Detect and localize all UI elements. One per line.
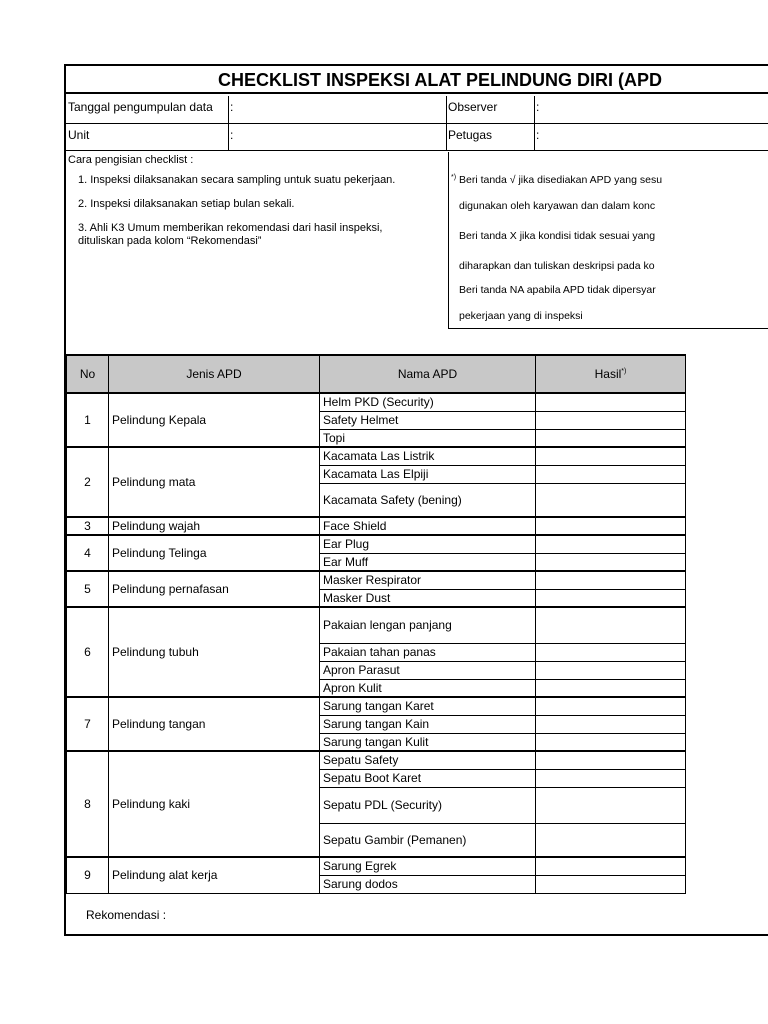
table-row bbox=[67, 517, 686, 535]
nama-apd-cell: Sepatu PDL (Security) bbox=[320, 787, 536, 823]
instruction-item: 2. Inspeksi dilaksanakan setiap bulan sekali. bbox=[78, 198, 295, 210]
apd-table bbox=[66, 354, 686, 894]
nama-apd-cell: Sarung dodos bbox=[320, 875, 536, 893]
divider bbox=[534, 96, 535, 150]
petugas-colon: : bbox=[536, 128, 540, 142]
unit-label: Unit bbox=[68, 128, 90, 142]
table-row bbox=[67, 535, 686, 553]
hasil-cell[interactable] bbox=[536, 393, 686, 411]
jenis-apd-cell: Pelindung tubuh bbox=[109, 607, 320, 697]
nama-apd-cell: Helm PKD (Security) bbox=[320, 393, 536, 411]
unit-colon: : bbox=[230, 128, 234, 142]
observer-label: Observer bbox=[448, 100, 498, 114]
note-line: Beri tanda √ jika disediakan APD yang sesu bbox=[459, 174, 663, 186]
tanggal-colon: : bbox=[230, 100, 234, 114]
divider bbox=[446, 96, 447, 150]
hasil-cell[interactable] bbox=[536, 589, 686, 607]
nama-apd-cell: Topi bbox=[320, 429, 536, 447]
jenis-apd-cell: Pelindung wajah bbox=[109, 517, 320, 535]
tanggal-label: Tanggal pengumpulan data bbox=[68, 100, 213, 114]
row-number: 3 bbox=[67, 517, 109, 535]
hasil-cell[interactable] bbox=[536, 643, 686, 661]
hasil-cell[interactable] bbox=[536, 517, 686, 535]
legend-note bbox=[448, 152, 768, 329]
nama-apd-cell: Pakaian tahan panas bbox=[320, 643, 536, 661]
checklist-sheet bbox=[64, 64, 768, 936]
hasil-cell[interactable] bbox=[536, 483, 686, 517]
table-header-row bbox=[67, 355, 686, 393]
hasil-cell[interactable] bbox=[536, 553, 686, 571]
row-number: 8 bbox=[67, 751, 109, 857]
jenis-apd-cell: Pelindung Telinga bbox=[109, 535, 320, 571]
divider bbox=[228, 96, 229, 150]
row-number: 2 bbox=[67, 447, 109, 517]
hasil-cell[interactable] bbox=[536, 535, 686, 553]
hasil-sup: *) bbox=[621, 368, 627, 375]
note-line: Beri tanda NA apabila APD tidak dipersyar bbox=[459, 284, 656, 296]
hasil-cell[interactable] bbox=[536, 875, 686, 893]
rekomendasi-label: Rekomendasi : bbox=[86, 908, 167, 922]
nama-apd-cell: Masker Respirator bbox=[320, 571, 536, 589]
row-number: 9 bbox=[67, 857, 109, 893]
col-header-nama: Nama APD bbox=[320, 355, 536, 393]
nama-apd-cell: Sarung Egrek bbox=[320, 857, 536, 875]
jenis-apd-cell: Pelindung Kepala bbox=[109, 393, 320, 447]
hasil-cell[interactable] bbox=[536, 429, 686, 447]
row-number: 1 bbox=[67, 393, 109, 447]
table-row bbox=[67, 697, 686, 715]
divider bbox=[66, 123, 768, 124]
table-row bbox=[67, 393, 686, 411]
nama-apd-cell: Apron Parasut bbox=[320, 661, 536, 679]
nama-apd-cell: Sarung tangan Kulit bbox=[320, 733, 536, 751]
table-row bbox=[67, 857, 686, 875]
hasil-cell[interactable] bbox=[536, 733, 686, 751]
nama-apd-cell: Pakaian lengan panjang bbox=[320, 607, 536, 643]
nama-apd-cell: Kacamata Safety (bening) bbox=[320, 483, 536, 517]
col-header-jenis: Jenis APD bbox=[109, 355, 320, 393]
col-header-hasil bbox=[536, 355, 686, 393]
nama-apd-cell: Sarung tangan Kain bbox=[320, 715, 536, 733]
jenis-apd-cell: Pelindung alat kerja bbox=[109, 857, 320, 893]
nama-apd-cell: Kacamata Las Elpiji bbox=[320, 465, 536, 483]
row-number: 4 bbox=[67, 535, 109, 571]
instructions-heading: Cara pengisian checklist : bbox=[68, 154, 194, 166]
col-header-no: No bbox=[67, 355, 109, 393]
nama-apd-cell: Sepatu Boot Karet bbox=[320, 769, 536, 787]
nama-apd-cell: Kacamata Las Listrik bbox=[320, 447, 536, 465]
note-line: Beri tanda X jika kondisi tidak sesuai yang bbox=[459, 230, 656, 242]
table-row bbox=[67, 447, 686, 465]
nama-apd-cell: Face Shield bbox=[320, 517, 536, 535]
hasil-cell[interactable] bbox=[536, 787, 686, 823]
nama-apd-cell: Ear Muff bbox=[320, 553, 536, 571]
note-marker: *) bbox=[451, 174, 457, 181]
nama-apd-cell: Sepatu Safety bbox=[320, 751, 536, 769]
jenis-apd-cell: Pelindung tangan bbox=[109, 697, 320, 751]
divider bbox=[66, 150, 768, 151]
jenis-apd-cell: Pelindung pernafasan bbox=[109, 571, 320, 607]
nama-apd-cell: Sarung tangan Karet bbox=[320, 697, 536, 715]
instruction-item: 1. Inspeksi dilaksanakan secara sampling untuk suatu pekerjaan. bbox=[78, 174, 396, 186]
hasil-cell[interactable] bbox=[536, 823, 686, 857]
note-line: pekerjaan yang di inspeksi bbox=[459, 310, 583, 322]
hasil-cell[interactable] bbox=[536, 571, 686, 589]
hasil-cell[interactable] bbox=[536, 465, 686, 483]
jenis-apd-cell: Pelindung kaki bbox=[109, 751, 320, 857]
hasil-cell[interactable] bbox=[536, 411, 686, 429]
table-row bbox=[67, 607, 686, 643]
nama-apd-cell: Masker Dust bbox=[320, 589, 536, 607]
page-title: CHECKLIST INSPEKSI ALAT PELINDUNG DIRI (APD bbox=[66, 66, 768, 94]
nama-apd-cell: Sepatu Gambir (Pemanen) bbox=[320, 823, 536, 857]
hasil-cell[interactable] bbox=[536, 769, 686, 787]
hasil-cell[interactable] bbox=[536, 715, 686, 733]
nama-apd-cell: Ear Plug bbox=[320, 535, 536, 553]
row-number: 6 bbox=[67, 607, 109, 697]
hasil-cell[interactable] bbox=[536, 697, 686, 715]
petugas-label: Petugas bbox=[448, 128, 493, 142]
nama-apd-cell: Safety Helmet bbox=[320, 411, 536, 429]
hasil-cell[interactable] bbox=[536, 661, 686, 679]
row-number: 7 bbox=[67, 697, 109, 751]
hasil-cell[interactable] bbox=[536, 857, 686, 875]
note-line: diharapkan dan tuliskan deskripsi pada ko bbox=[459, 260, 655, 272]
jenis-apd-cell: Pelindung mata bbox=[109, 447, 320, 517]
observer-colon: : bbox=[536, 100, 540, 114]
hasil-label: Hasil bbox=[594, 367, 622, 381]
table-row bbox=[67, 751, 686, 769]
table-row bbox=[67, 571, 686, 589]
hasil-cell[interactable] bbox=[536, 607, 686, 643]
row-number: 5 bbox=[67, 571, 109, 607]
hasil-cell[interactable] bbox=[536, 751, 686, 769]
nama-apd-cell: Apron Kulit bbox=[320, 679, 536, 697]
hasil-cell[interactable] bbox=[536, 447, 686, 465]
instruction-item: dituliskan pada kolom “Rekomendasi” bbox=[78, 235, 262, 247]
note-line: digunakan oleh karyawan dan dalam konc bbox=[459, 200, 656, 212]
hasil-cell[interactable] bbox=[536, 679, 686, 697]
instruction-item: 3. Ahli K3 Umum memberikan rekomendasi dari hasil inspeksi, bbox=[78, 222, 383, 234]
